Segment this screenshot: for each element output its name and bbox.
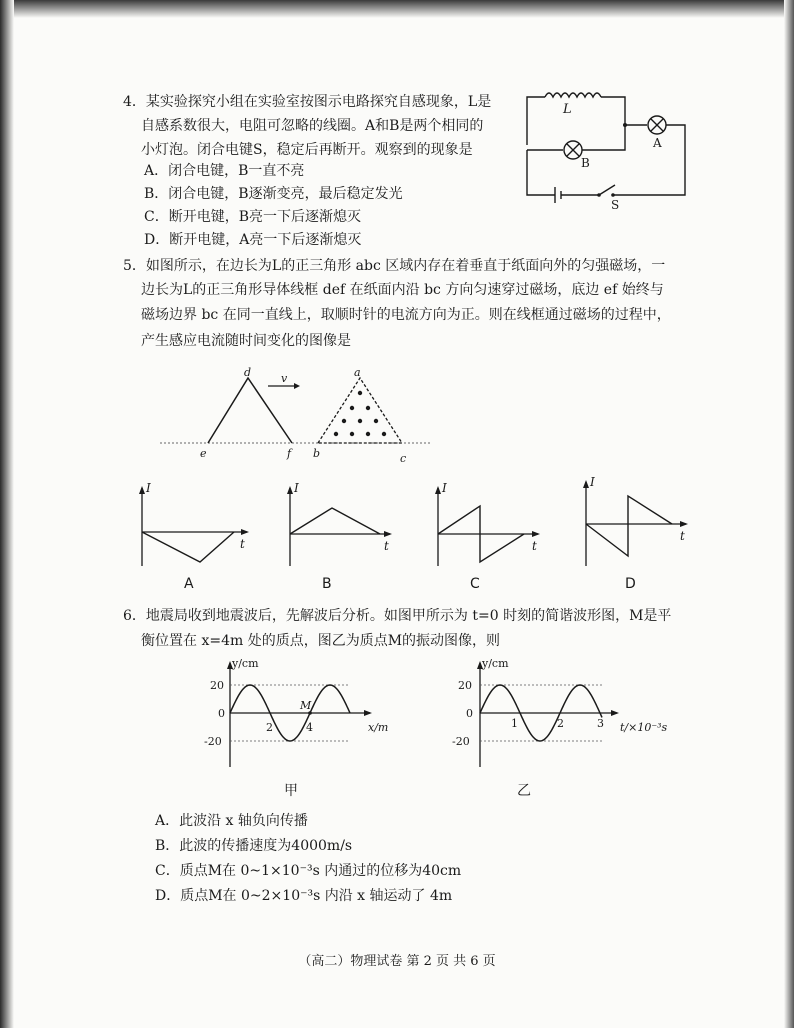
q6-option-d: D．质点M在 0~2×10⁻³s 内沿 x 轴运动了 4m [155, 888, 453, 904]
point-m-label: M [300, 699, 312, 712]
q6-option-c: C．质点M在 0~1×10⁻³s 内通过的位移为40cm [155, 863, 462, 879]
label-e: e [200, 447, 207, 460]
yi-tick-0: 0 [466, 707, 473, 720]
scan-edge-left [0, 0, 14, 1028]
q4-option-b: B．闭合电键，B逐渐变亮，最后稳定发光 [144, 186, 403, 202]
jia-tick-x4: 4 [306, 721, 313, 734]
page-footer: （高二）物理试卷 第 2 页 共 6 页 [298, 954, 496, 969]
graph-jia-caption: 甲 [284, 783, 298, 799]
jia-y-label: y/cm [232, 657, 259, 670]
q4-line-2: 自感系数很大，电阻可忽略的线圈。A和B是两个相同的 [141, 118, 484, 134]
q5-line-1: 5．如图所示，在边长为L的正三角形 abc 区域内存在着垂直于纸面向外的匀强磁场，一 [123, 258, 666, 274]
graph-b-y-label: I [294, 481, 299, 495]
q4-circuit-diagram [515, 85, 695, 215]
graph-b-caption: B [322, 576, 332, 592]
lamp-a-label: A [653, 136, 662, 150]
scan-edge-right [784, 0, 794, 1028]
graph-c-caption: C [470, 576, 480, 592]
yi-y-label: y/cm [482, 657, 509, 670]
q5-graph-c [428, 478, 553, 570]
jia-tick-0: 0 [218, 707, 225, 720]
q6-graph-jia [200, 655, 400, 770]
q4-option-d: D．断开电键，A亮一下后逐渐熄灭 [144, 232, 362, 248]
graph-d-caption: D [625, 576, 636, 592]
label-v: v [281, 372, 288, 385]
yi-tick-x3: 3 [597, 717, 604, 730]
yi-tick-x2: 2 [557, 717, 564, 730]
q4-option-a: A．闭合电键，B一直不亮 [144, 163, 305, 179]
q5-graph-d [576, 474, 701, 570]
q5-field-figure [160, 368, 440, 463]
graph-a-y-label: I [146, 481, 151, 495]
yi-tick-x1: 1 [511, 717, 518, 730]
graph-a-caption: A [184, 576, 194, 592]
graph-d-x-label: t [680, 529, 685, 543]
q6-line-1: 6．地震局收到地震波后，先解波后分析。如图甲所示为 t=0 时刻的简谐波形图，M是平 [123, 608, 672, 624]
graph-c-y-label: I [442, 481, 447, 495]
q6-option-a: A．此波沿 x 轴负向传播 [155, 813, 308, 829]
label-a: a [354, 366, 361, 379]
q5-line-3: 磁场边界 bc 在同一直线上，取顺时针的电流方向为正。则在线框通过磁场的过程中， [141, 307, 671, 323]
label-c: c [400, 452, 407, 465]
scan-edge-top [0, 0, 794, 18]
label-d: d [244, 366, 252, 379]
graph-yi-caption: 乙 [517, 783, 531, 799]
yi-tick-neg20: -20 [452, 735, 470, 748]
graph-c-x-label: t [532, 539, 537, 553]
switch-label: S [611, 198, 620, 212]
jia-tick-20: 20 [210, 679, 224, 692]
label-b: b [313, 447, 321, 460]
graph-d-y-label: I [590, 475, 595, 489]
q6-graph-yi [452, 655, 682, 770]
q6-option-b: B．此波的传播速度为4000m/s [155, 838, 353, 854]
q5-line-2: 边长为L的正三角形导体线框 def 在纸面内沿 bc 方向匀速穿过磁场，底边 ef 始终与 [141, 282, 664, 298]
jia-tick-x2: 2 [266, 721, 273, 734]
label-f: f [287, 447, 292, 460]
graph-b-x-label: t [384, 539, 389, 553]
q4-option-c: C．断开电键，B亮一下后逐渐熄灭 [144, 209, 361, 225]
q5-line-4: 产生感应电流随时间变化的图像是 [141, 333, 351, 349]
graph-a-x-label: t [240, 537, 245, 551]
jia-x-label: x/m [368, 721, 389, 734]
yi-x-label: t/×10⁻³s [620, 721, 668, 734]
q4-line-1: 4．某实验探究小组在实验室按图示电路探究自感现象，L是 [123, 94, 492, 110]
lamp-b-label: B [581, 156, 590, 170]
q5-graph-b [280, 478, 405, 570]
q6-line-2: 衡位置在 x=4m 处的质点，图乙为质点M的振动图像，则 [141, 633, 501, 649]
yi-tick-20: 20 [458, 679, 472, 692]
q5-graph-a [132, 478, 257, 570]
jia-tick-neg20: -20 [204, 735, 222, 748]
q4-line-3: 小灯泡。闭合电键S，稳定后再断开。观察到的现象是 [141, 142, 473, 158]
coil-label: L [563, 102, 572, 117]
